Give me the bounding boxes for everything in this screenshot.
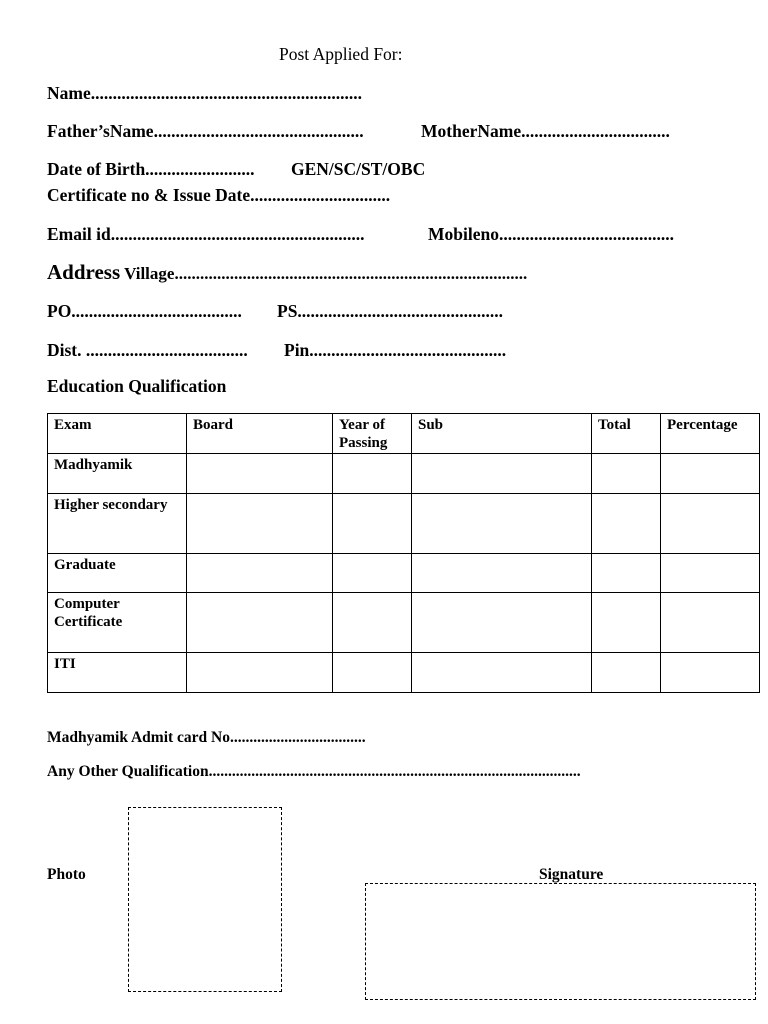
- table-row: [48, 554, 760, 593]
- certificate-field: Certificate no & Issue Date................................: [47, 185, 391, 205]
- table-cell: [661, 494, 760, 554]
- table-cell: [333, 454, 412, 494]
- table-cell: [333, 554, 412, 593]
- category-field: GEN/SC/ST/OBC: [291, 159, 426, 179]
- address-field: [47, 260, 527, 285]
- table-cell: [187, 653, 333, 693]
- table-row: [48, 593, 760, 653]
- table-cell: [187, 454, 333, 494]
- table-row: [48, 653, 760, 693]
- table-cell: [412, 454, 592, 494]
- address-label: Address: [47, 260, 121, 284]
- admit-card-field: Madhyamik Admit card No...................................: [47, 729, 366, 746]
- table-cell: [592, 454, 661, 494]
- table-cell: [333, 653, 412, 693]
- header-exam: Exam: [48, 414, 187, 454]
- father-name-field: Father’sName................................................: [47, 121, 364, 141]
- header-year-of-passing: Year of Passing: [333, 414, 412, 454]
- table-cell: [592, 494, 661, 554]
- other-qualification-field: Any Other Qualification................................................................................................: [47, 763, 581, 780]
- table-cell: [187, 593, 333, 653]
- table-cell: [661, 593, 760, 653]
- photo-label: Photo: [47, 866, 86, 883]
- table-cell: [412, 593, 592, 653]
- table-cell: [333, 593, 412, 653]
- name-field: Name..............................................................: [47, 83, 362, 103]
- pin-field: Pin.............................................: [284, 340, 507, 360]
- mother-name-field: MotherName..................................: [421, 121, 670, 141]
- row-exam-label: Madhyamik: [48, 454, 187, 494]
- post-applied-label: Post Applied For:: [279, 44, 403, 64]
- table-cell: [412, 554, 592, 593]
- mobile-field: Mobileno........................................: [428, 224, 674, 244]
- address-village: Village...................................................................................: [120, 264, 528, 283]
- table-cell: [661, 653, 760, 693]
- table-cell: [187, 494, 333, 554]
- signature-box: [365, 883, 756, 1000]
- table-cell: [661, 554, 760, 593]
- table-row: [48, 494, 760, 554]
- table-cell: [187, 554, 333, 593]
- table-cell: [412, 653, 592, 693]
- signature-label: Signature: [539, 866, 604, 883]
- table-cell: [592, 554, 661, 593]
- table-cell: [661, 454, 760, 494]
- photo-box: [128, 807, 282, 992]
- table-cell: [333, 494, 412, 554]
- table-row: [48, 454, 760, 494]
- row-exam-label: Computer Certificate: [48, 593, 187, 653]
- table-cell: [412, 494, 592, 554]
- row-exam-label: ITI: [48, 653, 187, 693]
- po-field: PO.......................................: [47, 301, 242, 321]
- email-field: Email id..........................................................: [47, 224, 365, 244]
- header-percentage: Percentage: [661, 414, 760, 454]
- ps-field: PS...............................................: [277, 301, 504, 321]
- district-field: Dist. .....................................: [47, 340, 248, 360]
- header-total: Total: [592, 414, 661, 454]
- header-board: Board: [187, 414, 333, 454]
- row-exam-label: Higher secondary: [48, 494, 187, 554]
- row-exam-label: Graduate: [48, 554, 187, 593]
- education-table: [47, 413, 760, 693]
- education-title: Education Qualification: [47, 376, 227, 396]
- header-sub: Sub: [412, 414, 592, 454]
- table-cell: [592, 653, 661, 693]
- table-cell: [592, 593, 661, 653]
- table-header-row: [48, 414, 760, 454]
- date-of-birth-field: Date of Birth.........................: [47, 159, 255, 179]
